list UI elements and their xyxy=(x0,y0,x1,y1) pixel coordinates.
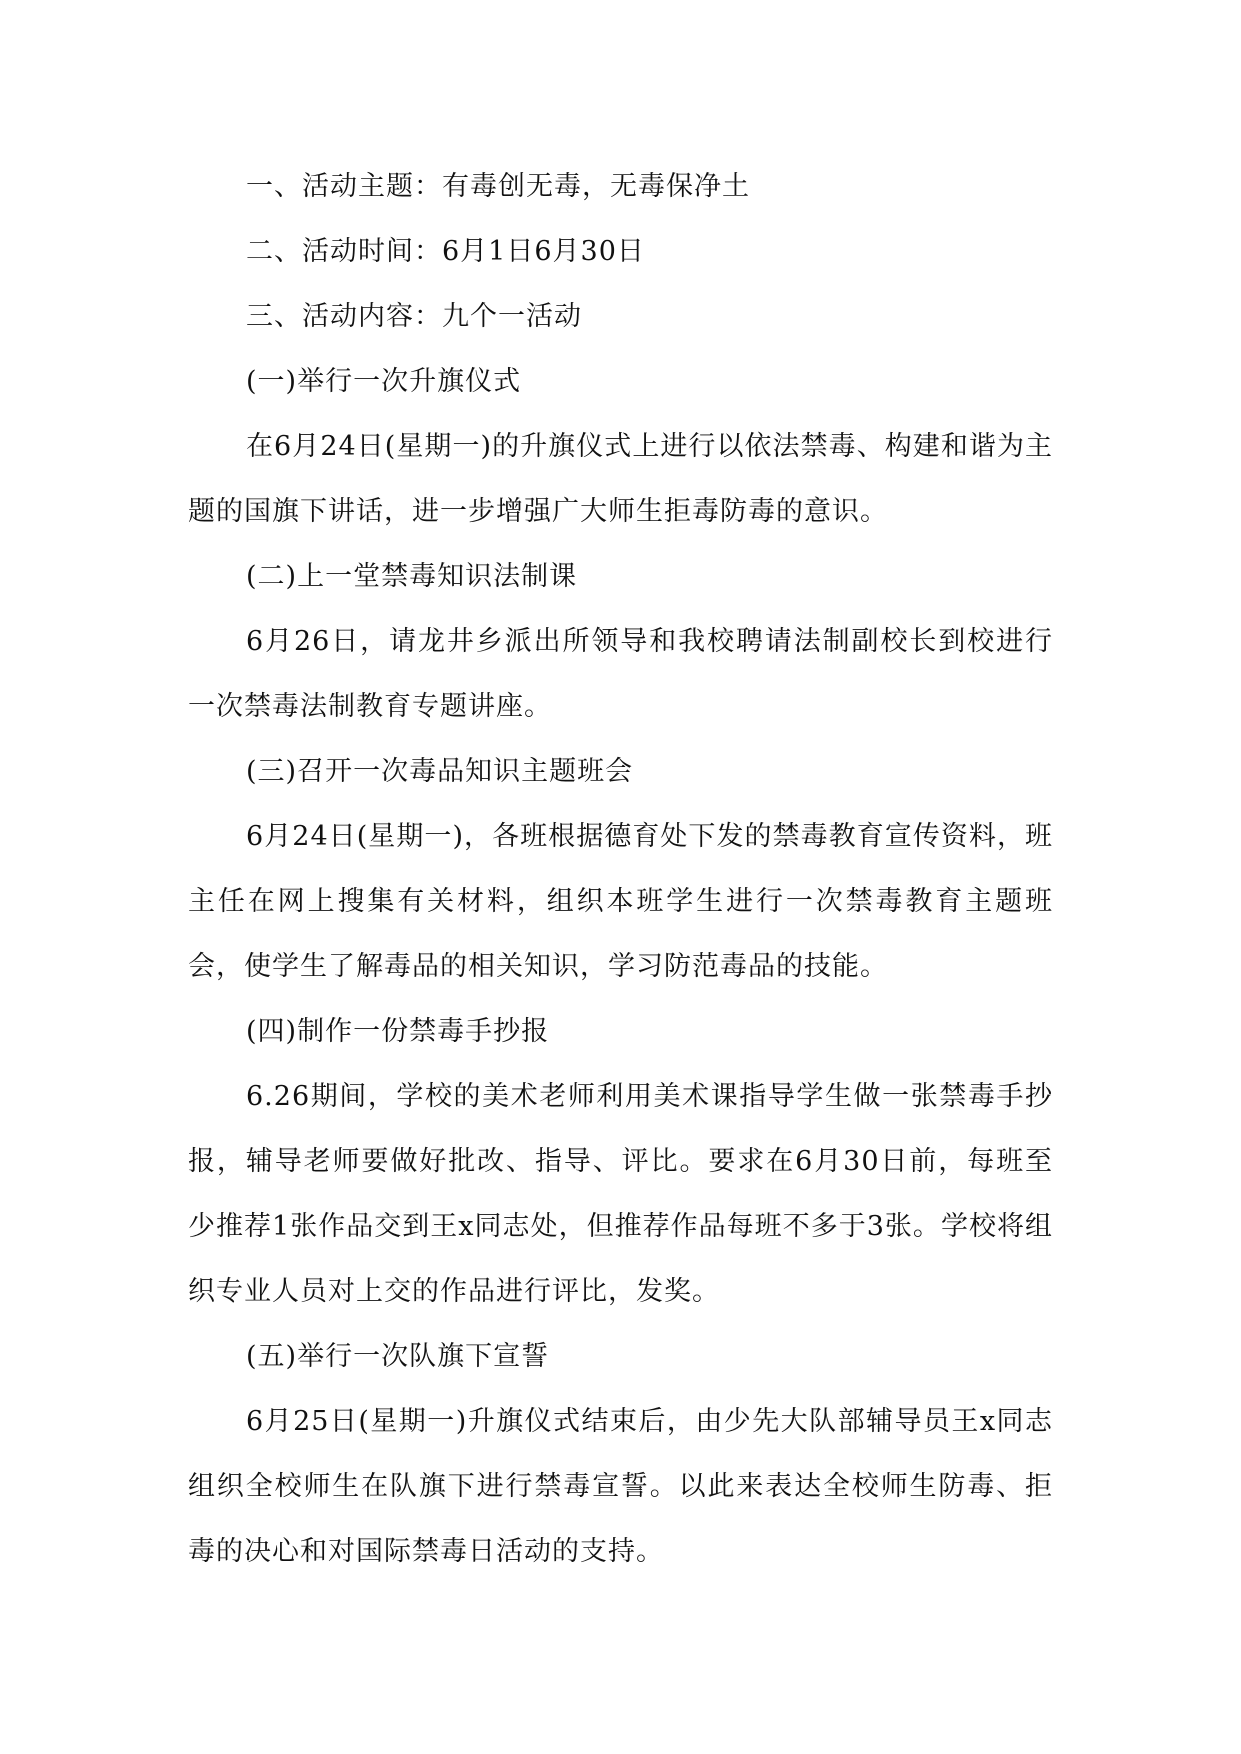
section-body-4: 6.26期间，学校的美术老师利用美术课指导学生做一张禁毒手抄报，辅导老师要做好批改、指导、评比。要求在6月30日前，每班至少推荐1张作品交到王x同志处，但推荐作品每班不多于3张。学校将组织专业人员对上交的作品进行评比，发奖。 xyxy=(188,1081,1053,1307)
section-body-1: 在6月24日(星期一)的升旗仪式上进行以依法禁毒、构建和谐为主题的国旗下讲话，进一步增强广大师生拒毒防毒的意识。 xyxy=(188,431,1053,527)
section-body-5: 6月25日(星期一)升旗仪式结束后，由少先大队部辅导员王x同志组织全校师生在队旗下进行禁毒宣誓。以此来表达全校师生防毒、拒毒的决心和对国际禁毒日活动的支持。 xyxy=(188,1406,1053,1567)
section-body-2: 6月26日，请龙井乡派出所领导和我校聘请法制副校长到校进行一次禁毒法制教育专题讲座。 xyxy=(188,626,1053,722)
activity-theme: 一、活动主题：有毒创无毒，无毒保净土 xyxy=(246,171,750,202)
activity-content: 三、活动内容：九个一活动 xyxy=(246,301,582,332)
section-heading-2: (二)上一堂禁毒知识法制课 xyxy=(246,561,578,592)
section-heading-5: (五)举行一次队旗下宣誓 xyxy=(246,1341,550,1372)
section-heading-3: (三)召开一次毒品知识主题班会 xyxy=(246,756,634,787)
section-heading-4: (四)制作一份禁毒手抄报 xyxy=(246,1016,550,1047)
section-body-3: 6月24日(星期一)，各班根据德育处下发的禁毒教育宣传资料，班主任在网上搜集有关材料，组织本班学生进行一次禁毒教育主题班会，使学生了解毒品的相关知识，学习防范毒品的技能。 xyxy=(188,821,1053,982)
activity-time: 二、活动时间：6月1日6月30日 xyxy=(246,236,645,267)
document-body xyxy=(188,154,1053,1584)
section-heading-1: (一)举行一次升旗仪式 xyxy=(246,366,522,397)
